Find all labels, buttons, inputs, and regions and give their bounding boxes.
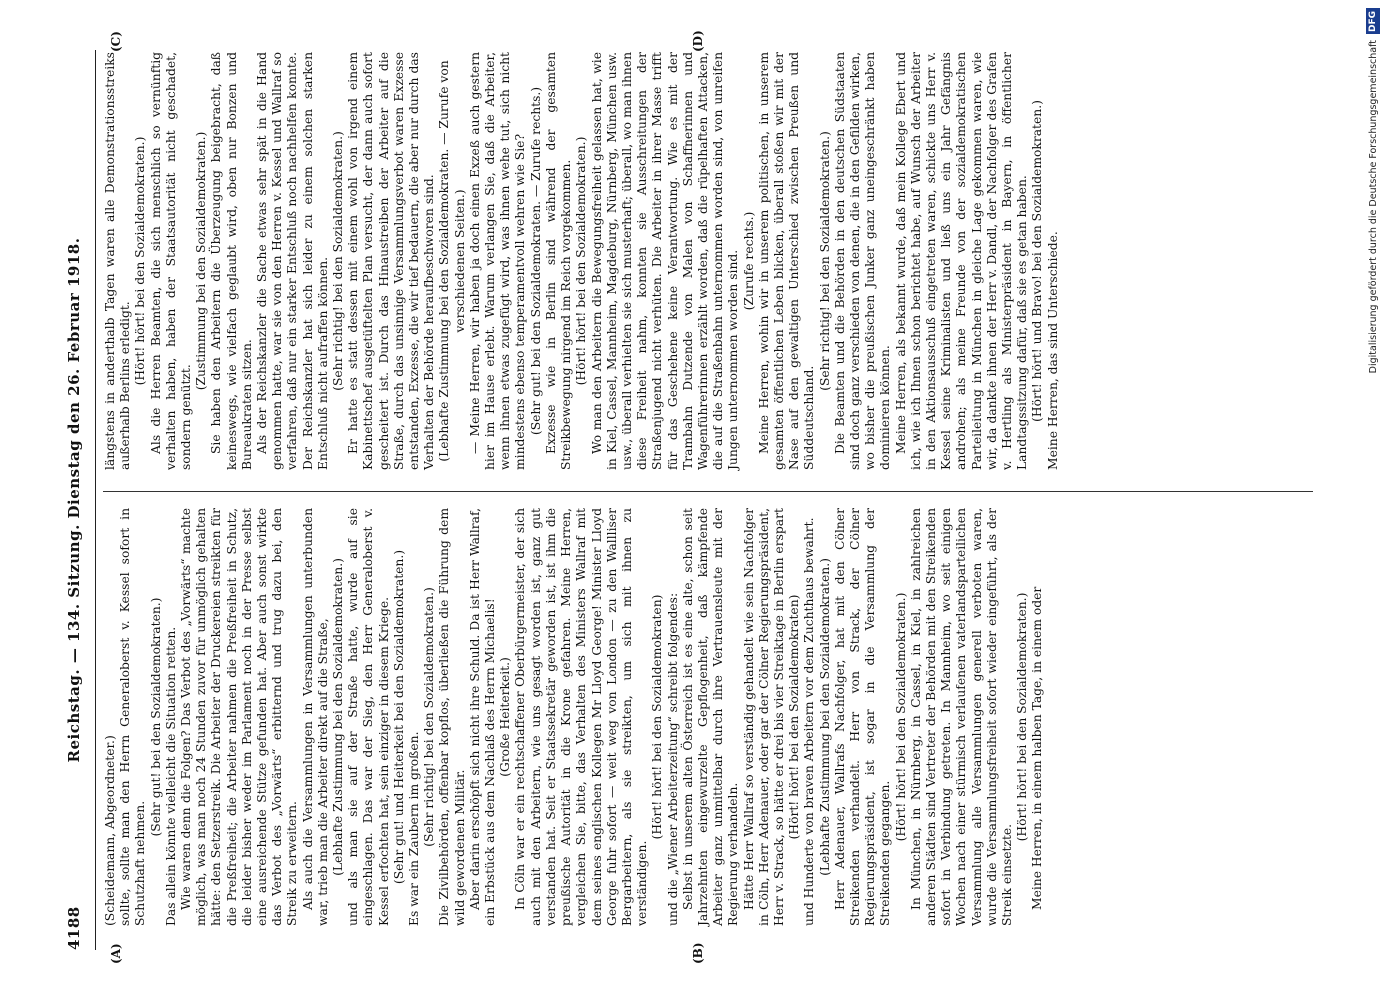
interjection: (Hört! hört! bei den Sozialdemokraten.) <box>574 136 589 386</box>
paragraph: und Hunderte von braven Arbeitern vor dem Zuchthaus bewahrt. <box>802 517 817 926</box>
interjection: (Hört! hört! bei den Sozialdemokraten.) <box>893 592 908 842</box>
paragraph: längstens in anderthalb Tagen waren alle Demonstrationsstreiks außerhalb Berlins erledigt. <box>103 52 133 470</box>
paragraph: — Meine Herren, wir haben ja doch einen Exzeß auch gestern hier im Hause erlebt. Warum verlangen Sie, daß die Arbeiter, wenn ihnen etwas zugefügt wird, was ihnen wehe tut, sich nicht mindestens ebenso temperamentvoll wehren wie Sie? <box>467 52 528 470</box>
paragraph: Meine Herren, das sind Unterschiede. <box>1045 231 1060 470</box>
margin-marker-d: (D) <box>691 30 705 52</box>
paragraph: In Cöln war er ein rechtschaffener Oberbürgermeister, der sich auch mit den Arbeitern, wie uns gesagt worden ist, ganz gut verstanden hat. Seit er Staatssekretär geworden ist, ist ihm die preußische Autorität in die Krone gefahren. Meine Herren, vergleichen Sie, bitte, das Verhalten des Ministers Wallraf mit dem seines englischen Kollegen Mr Lloyd George! Minister Lloyd George fuhr sofort — weit weg von London — zu den Wallliser Bergarbeitern, als sie streikten, um sich mit ihnen zu verständigen. <box>513 508 650 926</box>
interjection: (Lebhafte Zustimmung bei den Sozialdemokraten.) <box>817 558 832 876</box>
speaker-note: (Scheidemann, Abgeordneter.) <box>103 735 117 926</box>
interjection: (Hört! hört! bei den Sozialdemokraten) <box>650 594 665 840</box>
margin-marker-c: (C) <box>109 31 123 52</box>
paragraph: Das allein könnte vielleicht die Situation retten. <box>163 626 178 926</box>
interjection: (Sehr richtig! bei den Sozialdemokraten.) <box>422 587 437 847</box>
paragraph: Als auch die Versammlungen in Versammlungen unterbunden war, trieb man die Arbeiter direkt auf die Straße, <box>300 508 330 926</box>
paragraph: Er hatte es statt dessen mit einem wohl von irgend einem Kabinettschef ausgetüftelten Plan versucht, der dann auch sofort gescheitert ist. Durch das Hinaustreiben der Arbeiter auf die Straße, durch das unsinnige Versammlungsverbot waren Exzesse entstanden, Exzesse, die wir tief bedauern, die aber nur durch das Verhalten der Behörde heraufbeschworen sind. <box>346 52 437 470</box>
interjection: (Zurufe rechts.) <box>741 211 756 311</box>
paragraph: Herr Adenauer, Wallrafs Nachfolger, hat mit den Cölner Streikenden verhandelt. Herr von Strack, der Cölner Regierungspräsident, ist sogar in die Versammlung der Streikenden gegangen. <box>832 508 893 926</box>
page-header <box>65 50 91 950</box>
paragraph: Aber darin erschöpft sich nicht ihre Schuld. Da ist Herr Wallraf, ein Erbstück aus dem Nachlaß des Herrn Michaelis! <box>467 508 498 926</box>
column-divider <box>103 491 1313 492</box>
paragraph: Exzesse wie in Berlin sind während der gesamten Streikbewegung nirgend im Reich vorgekommen. <box>543 52 574 470</box>
document-page <box>51 30 1331 970</box>
paragraph: Es war ein Zaubern im großen. <box>407 731 422 926</box>
interjection: (Lebhafte Zustimmung bei den Sozialdemokraten.) <box>331 558 346 876</box>
interjection: (Hört! hört! bei den Sozialdemokraten.) <box>1015 592 1030 842</box>
margin-marker-a: (A) <box>109 943 123 964</box>
quotation: Selbst in unserem alten Österreich ist es eine alte, schon seit Jahrzehnten eingewurzelte Gepflogenheit, daß kämpfende Arbeiter ganz unmittelbar durch ihre Vertrauensleute mit der Regierung verhandeln. <box>680 508 741 926</box>
interjection: (Große Heiterkeit.) <box>498 657 513 777</box>
interjection: (Zustimmung bei den Sozialdemokraten.) <box>194 131 209 391</box>
dfg-logo: DFG <box>1366 8 1380 34</box>
running-title: Reichstag. — 134. Sitzung. Dienstag den 26. Februar 1918. <box>65 237 83 763</box>
paragraph: und die „Wiener Arbeiterzeitung“ schreibt folgendes: <box>665 592 680 926</box>
interjection: (Sehr richtig! bei den Sozialdemokraten.) <box>331 131 346 391</box>
interjection: (Sehr richtig! bei den Sozialdemokraten.) <box>817 131 832 391</box>
paragraph: Die Zivilbehörden, offenbar kopflos, überließen die Führung dem wild gewordenen Militär. <box>437 508 467 926</box>
paragraph: Wo man den Arbeitern die Bewegungsfreiheit gelassen hat, wie in Kiel, Cassel, Mannheim, Magdeburg, Nürnberg, München usw. usw., überall verhielten sie sich musterhaft; überall, wo man ihnen diese Freiheit nahm, konnten sie Ausschreitungen der Straßenjugend nicht verhüten. Die Arbeiter in ihrer Masse trifft für das Geschehene keine Verantwortung. Wie es mit der Trambahn Dutzende von Malen von Schaffnerinnen und Wagenführerinnen erzählt worden, daß die rüpelhaften Attacken, die auf die Straßenbahn unternommen worden sind, von unreifen Jungen unternommen worden sind. <box>589 52 741 470</box>
paragraph: Meine Herren, als bekannt wurde, daß mein Kollege Ebert und ich, wie ich Ihnen schon berichtet habe, auf Wunsch der Arbeiter in den Aktionsausschuß eingetreten waren, schickte uns Herr v. Kessel seine Kriminalisten und ließ uns ein Jahr Gefängnis androhen; als meine Freunde von der sozialdemokratischen Parteileitung in München in gleiche Lage gekommen waren, wie wir, da dankte ihnen der Herr v. Dandl, der Nachfolger des Grafen v. Hertling als Ministerpräsident in Bayern, in öffentlicher Landtagssitzung dafür, daß sie es getan haben. <box>893 52 1030 470</box>
paragraph: Als die Herren Beamten, die sich menschlich so vernünftig verhalten haben, haben der Staatsautorität nicht geschadet, sondern genützt. <box>148 52 194 470</box>
paragraph: Meine Herren, wohin wir in unserem politischen, in unserem gesamten öffentlichen Leben blicken, überall stoßen wir mit der Nase auf den gewaltigen Unterschied zwischen Preußen und Süddeutschland. <box>756 52 817 470</box>
header-rule <box>95 50 96 950</box>
interjection: (Sehr gut! bei den Sozialdemokraten.) <box>148 597 163 837</box>
paragraph: Die Beamten und die Behörden in den deutschen Südstaaten sind doch ganz verschieden von denen, die in den Gefilden wirken, wo bisher die preußischen Junker ganz uneingeschränkt haben dominieren können. <box>832 52 893 470</box>
paragraph: sollte, sollte man den Herrn Generaloberst v. Kessel sofort in Schutzhaft nehmen. <box>118 508 148 926</box>
digitization-credit: Digitalisierung gefördert durch die Deutsche Forschungsgemeinschaft <box>1368 40 1379 374</box>
interjection: (Hört! hört! bei den Sozialdemokraten) <box>787 594 802 840</box>
paragraph: Sie haben den Arbeitern die Überzeugung beigebracht, daß keineswegs, wie vielfach geglaubt wird, oben nur Bonzen und Bureaukraten sitzen. <box>209 52 254 470</box>
paragraph: Hätte Herr Wallraf so verständig gehandelt wie sein Nachfolger in Cöln, Herr Adenauer, oder gar der Cölner Regierungspräsident, Herr v. Strack, so hätte er drei bis vier Streiktage in Berlin erspart <box>741 508 786 926</box>
right-column <box>103 52 1061 470</box>
paragraph: Wie waren denn die Folgen? Das Verbot des „Vorwärts“ machte möglich, was man noch 24 Stunden zuvor für unmöglich gehalten hätte: den Setzerstreik. Die Arbeiter der Druckereien streikten für die Preßfreiheit; die Arbeiter nahmen die Preßfreiheit in Schutz, die leider bisher weder im Parlament noch in der Presse selbst eine ausreichende Stütze gefunden hat. Aber auch sonst wirkte das Verbot des „Vorwärts“ erbitternd und trug dazu bei, den Streik zu erweitern. <box>179 508 300 926</box>
paragraph: In München, in Nürnberg, in Cassel, in Kiel, in zahlreichen anderen Städten sind Vertreter der Behörden mit den Streikenden sofort in Verbindung getreten. In Mannheim, wo seit einigen Wochen nach einer stürmisch verlaufenen vaterlandsparteilichen Versammlung alle Versammlungen generell verboten waren, wurde die Versammlungsfreiheit sofort wieder eingeführt, als der Streik einsetzte. <box>908 508 1014 926</box>
margin-marker-b: (B) <box>691 942 705 964</box>
interjection: (Sehr gut! bei den Sozialdemokraten. — Zurufe rechts.) <box>528 86 543 436</box>
interjection: (Sehr gut! und Heiterkeit bei den Sozialdemokraten.) <box>391 549 406 885</box>
page-number: 4188 <box>65 906 83 950</box>
interjection: (Hört! hört! bei den Sozialdemokraten.) <box>133 136 148 386</box>
interjection: (Lebhafte Zustimmung bei den Sozialdemokraten. — Zurufe von verschiedenen Seiten.) <box>437 60 467 462</box>
paragraph: und als man sie auf der Straße hatte, wurde auf sie eingeschlagen. Das war der Sieg, den Herr Generaloberst v. Kessel erfochten hat, sein einziger in diesem Kriege. <box>346 508 391 926</box>
interjection: (Hört! hört! und Bravo! bei den Sozialdemokraten.) <box>1030 100 1045 422</box>
paragraph: Als der Reichskanzler die Sache etwas sehr spät in die Hand genommen hatte, war sie von den Herren v. Kessel und Wallraf so verfahren, daß nur ein starker Entschluß noch nachhelfen konnte. Der Reichskanzler hat sich leider zu einem solchen starken Entschluß nicht aufraffen können. <box>255 52 330 470</box>
paragraph: Meine Herren, in einem halben Tage, in einem oder <box>1030 586 1045 910</box>
left-column <box>103 508 1046 926</box>
